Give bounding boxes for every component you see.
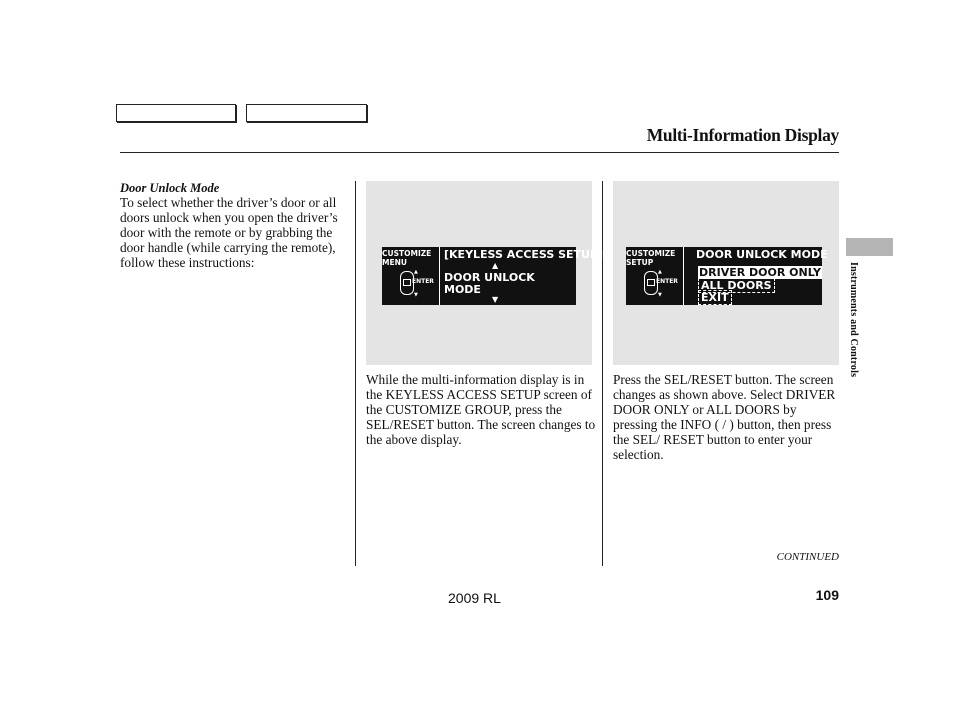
menu-label: MENU <box>382 258 407 267</box>
customize-label: CUSTOMIZE <box>626 249 676 258</box>
intro-paragraph: To select whether the driver’s door or all doors unlock when you open the driver’s door with the remote or by grabbing the door handle (while carrying the remote), follow these instructions: <box>120 195 338 270</box>
option-label: ALL DOORS <box>698 278 775 293</box>
screen-left-labels <box>626 249 675 267</box>
enter-label: ENTER <box>656 278 678 285</box>
screen-divider <box>683 247 684 305</box>
triangle-down-icon: ▼ <box>414 292 418 298</box>
arrow-down-icon: ▼ <box>492 295 499 304</box>
title-rule <box>120 152 839 153</box>
option-driver-door-only <box>698 267 822 278</box>
screen-divider <box>439 247 440 305</box>
figure-1-panel <box>366 181 604 365</box>
triangle-up-icon: ▲ <box>658 269 662 275</box>
triangle-down-icon: ▼ <box>658 292 662 298</box>
column-divider-2 <box>602 181 603 566</box>
column-divider-1 <box>355 181 356 566</box>
model-label: 2009 RL <box>448 590 501 606</box>
figure-2-panel <box>613 181 839 365</box>
display-screen-1 <box>382 247 604 305</box>
customize-label: CUSTOMIZE <box>382 249 432 258</box>
screen-header: DOOR UNLOCK MODE <box>696 248 828 261</box>
screen-left-labels <box>382 249 431 267</box>
enter-button-icon <box>403 279 411 286</box>
option-label: EXIT <box>698 290 732 305</box>
figure-1-caption: While the multi-information display is in the KEYLESS ACCESS SETUP screen of the CUSTOMIZE GROUP, press the SEL/RESET button. The screen changes to the above display. <box>366 372 596 447</box>
continued-label: CONTINUED <box>776 551 839 563</box>
section-tab-marker <box>846 238 893 256</box>
triangle-up-icon: ▲ <box>414 269 418 275</box>
enter-label: ENTER <box>412 278 434 285</box>
section-tab-label: Instruments and Controls <box>848 262 859 378</box>
page-title: Multi-Information Display <box>646 125 839 145</box>
nav-tab-2[interactable] <box>246 104 367 122</box>
nav-tab-1[interactable] <box>116 104 236 122</box>
menu-line-1: DOOR UNLOCK <box>444 271 535 284</box>
arrow-up-icon: ▲ <box>492 261 499 270</box>
figure-2-caption: Press the SEL/RESET button. The screen changes as shown above. Select DRIVER DOOR ONLY or ALL DOORS by pressing the INFO ( / ) button, then press the SEL/ RESET button to enter your selection. <box>613 372 836 462</box>
page-number: 109 <box>815 587 839 603</box>
setup-label: SETUP <box>626 258 654 267</box>
option-exit <box>698 292 732 303</box>
enter-button-icon <box>647 279 655 286</box>
option-label: DRIVER DOOR ONLY <box>699 266 821 279</box>
menu-line-2: MODE <box>444 283 481 296</box>
display-screen-2 <box>626 247 828 305</box>
screen-header: [KEYLESS ACCESS SETUP] <box>444 248 604 261</box>
section-heading: Door Unlock Mode <box>120 181 220 195</box>
